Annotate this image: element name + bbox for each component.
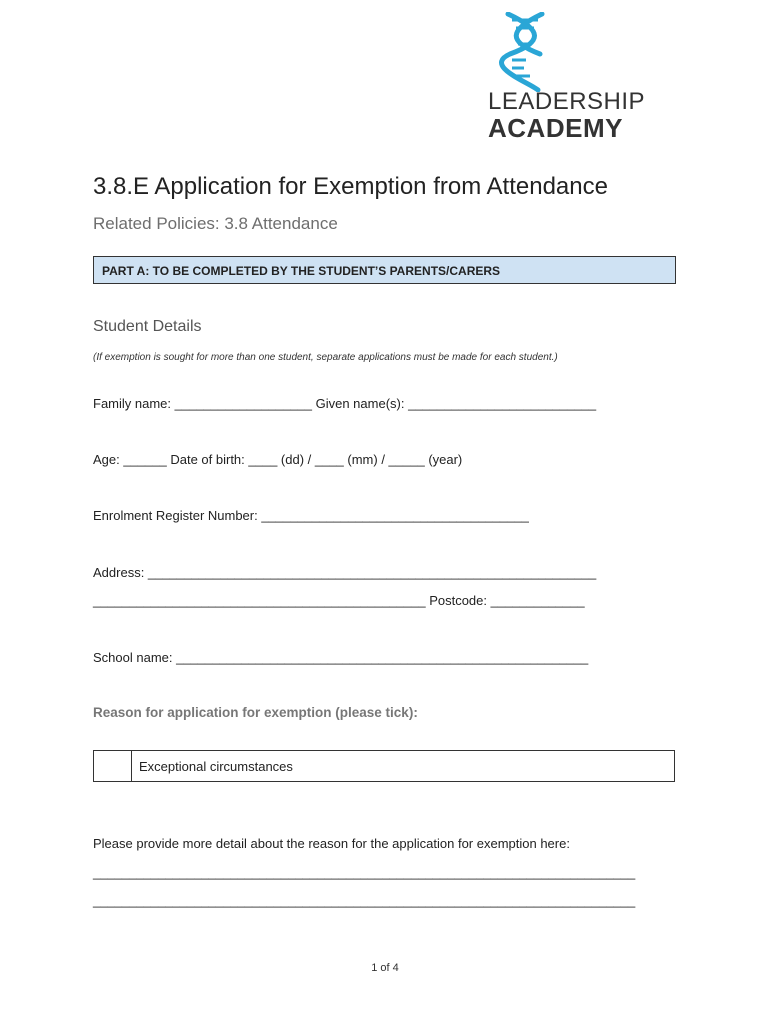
leadership-academy-logo — [488, 12, 653, 143]
student-details-heading: Student Details — [93, 318, 202, 335]
student-details-note: (If exemption is sought for more than one student, separate applications must be made for each student.) — [93, 352, 558, 363]
page-title: 3.8.E Application for Exemption from Attendance — [93, 173, 608, 200]
dna-helix-icon — [498, 12, 558, 92]
school-name-field[interactable]: School name: _________________________________________________________ — [93, 650, 589, 665]
detail-line-1[interactable]: ___________________________________________________________________________ — [93, 865, 636, 880]
enrolment-number-field[interactable]: Enrolment Register Number: _____________________________________ — [93, 508, 529, 523]
logo-text-academy: ACADEMY — [488, 113, 623, 143]
logo-text-leadership: LEADERSHIP — [488, 88, 646, 115]
page-number: 1 of 4 — [371, 962, 399, 974]
address-field-line1[interactable]: Address: ______________________________________________________________ — [93, 565, 597, 580]
detail-line-2[interactable]: ___________________________________________________________________________ — [93, 893, 636, 908]
exceptional-circumstances-label: Exceptional circumstances — [139, 759, 293, 774]
detail-prompt: Please provide more detail about the reason for the application for exemption here: — [93, 836, 570, 851]
address-postcode-field[interactable]: ______________________________________________ Postcode: _____________ — [93, 593, 585, 608]
family-given-name-field[interactable]: Family name: ___________________ Given name(s): __________________________ — [93, 396, 597, 411]
exceptional-circumstances-checkbox[interactable] — [94, 751, 132, 781]
reason-tick-table — [93, 750, 675, 782]
age-dob-field[interactable]: Age: ______ Date of birth: ____ (dd) / ____ (mm) / _____ (year) — [93, 452, 463, 467]
part-a-banner: PART A: TO BE COMPLETED BY THE STUDENT’S PARENTS/CARERS — [93, 256, 676, 284]
reason-heading: Reason for application for exemption (please tick): — [93, 705, 418, 720]
related-policies: Related Policies: 3.8 Attendance — [93, 214, 338, 233]
